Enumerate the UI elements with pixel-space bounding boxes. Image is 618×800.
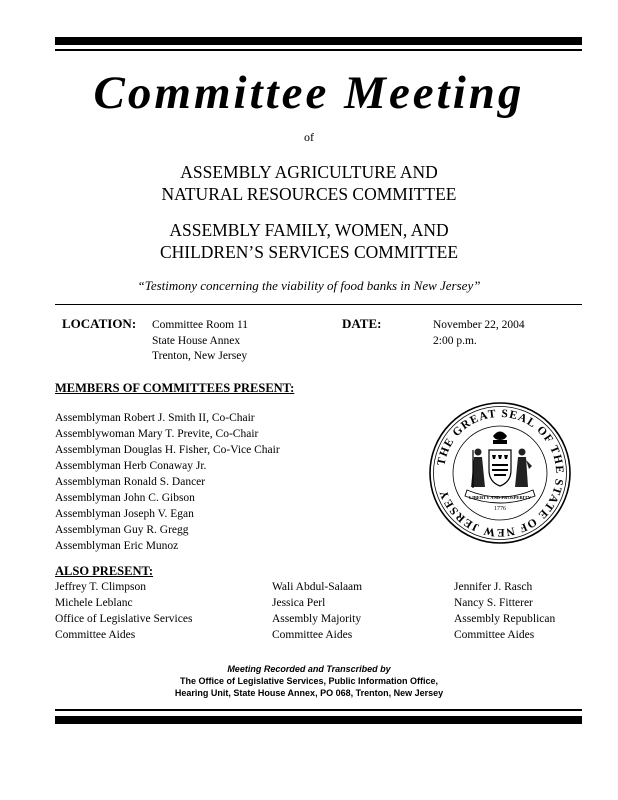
- location-line: State House Annex: [152, 334, 241, 347]
- committee-2: [0, 219, 618, 263]
- date-line: November 22, 2004: [433, 319, 525, 331]
- committee-1-line2: NATURAL RESOURCES COMMITTEE: [161, 184, 457, 204]
- footer-line1: Meeting Recorded and Transcribed by: [227, 664, 391, 674]
- also-present-column-1: [55, 579, 192, 643]
- footer-line3: Hearing Unit, State House Annex, PO 068, Trenton, New Jersey: [174, 688, 444, 698]
- state-seal-image: [429, 402, 571, 544]
- staff-line: Michele Leblanc: [55, 597, 133, 609]
- location-line: Committee Room 11: [152, 319, 249, 331]
- location-value: [152, 318, 248, 365]
- location-label: LOCATION:: [62, 316, 137, 331]
- staff-line: Assembly Majority: [272, 613, 362, 625]
- date-label: DATE:: [342, 316, 382, 331]
- staff-line: Assembly Republican: [454, 613, 556, 625]
- date-line: 2:00 p.m.: [433, 334, 477, 347]
- member-name: Assemblyman Douglas H. Fisher, Co-Vice Chair: [55, 444, 280, 456]
- also-present-heading: ALSO PRESENT:: [55, 564, 154, 578]
- also-present-column-2: [272, 579, 362, 643]
- member-name: Assemblyman Joseph V. Egan: [55, 508, 194, 520]
- divider: [55, 304, 582, 305]
- members-list: [55, 410, 280, 554]
- staff-line: Committee Aides: [55, 629, 136, 641]
- footer: [0, 663, 618, 699]
- also-present-column-3: [454, 579, 555, 643]
- member-name: Assemblyman Herb Conaway Jr.: [55, 460, 207, 472]
- date-value: [433, 318, 525, 349]
- page-title: Committee Meeting: [93, 67, 525, 119]
- committee-2-line2: CHILDREN’S SERVICES COMMITTEE: [159, 242, 459, 262]
- seal-ring-text: THE GREAT SEAL OF THE STATE OF NEW JERSEY: [435, 407, 566, 539]
- member-name: Assemblyman Robert J. Smith II, Co-Chair: [55, 412, 255, 424]
- footer-line2: The Office of Legislative Services, Public Information Office,: [179, 676, 439, 686]
- staff-line: Office of Legislative Services: [55, 613, 193, 625]
- of-text: of: [304, 130, 314, 144]
- member-name: Assemblyman Guy R. Gregg: [55, 524, 189, 536]
- members-heading: MEMBERS OF COMMITTEES PRESENT:: [55, 381, 295, 395]
- seal-ribbon-text: LIBERTY AND PROSPERITY: [469, 495, 531, 500]
- staff-line: Jeffrey T. Climpson: [55, 581, 147, 593]
- top-rule-thin: [55, 49, 582, 51]
- seal-year: 1776: [494, 506, 506, 512]
- bottom-rule-thick: [55, 716, 582, 724]
- member-name: Assemblyman Ronald S. Dancer: [55, 476, 206, 488]
- staff-line: Wali Abdul-Salaam: [272, 581, 363, 593]
- committee-1-line1: ASSEMBLY AGRICULTURE AND: [180, 162, 438, 182]
- member-name: Assemblyman John C. Gibson: [55, 492, 195, 504]
- member-name: Assemblyman Eric Munoz: [55, 540, 179, 552]
- bottom-rule-thin: [55, 709, 582, 711]
- staff-line: Committee Aides: [454, 629, 535, 641]
- committee-2-line1: ASSEMBLY FAMILY, WOMEN, AND: [169, 220, 449, 240]
- committee-1: [0, 161, 618, 205]
- location-line: Trenton, New Jersey: [152, 350, 248, 362]
- member-name: Assemblywoman Mary T. Previte, Co-Chair: [55, 428, 259, 440]
- staff-line: Committee Aides: [272, 629, 353, 641]
- staff-line: Nancy S. Fitterer: [454, 597, 533, 609]
- top-rule-thick: [55, 37, 582, 45]
- staff-line: Jennifer J. Rasch: [454, 581, 533, 593]
- staff-line: Jessica Perl: [272, 597, 326, 609]
- subtitle: “Testimony concerning the viability of food banks in New Jersey”: [137, 278, 481, 293]
